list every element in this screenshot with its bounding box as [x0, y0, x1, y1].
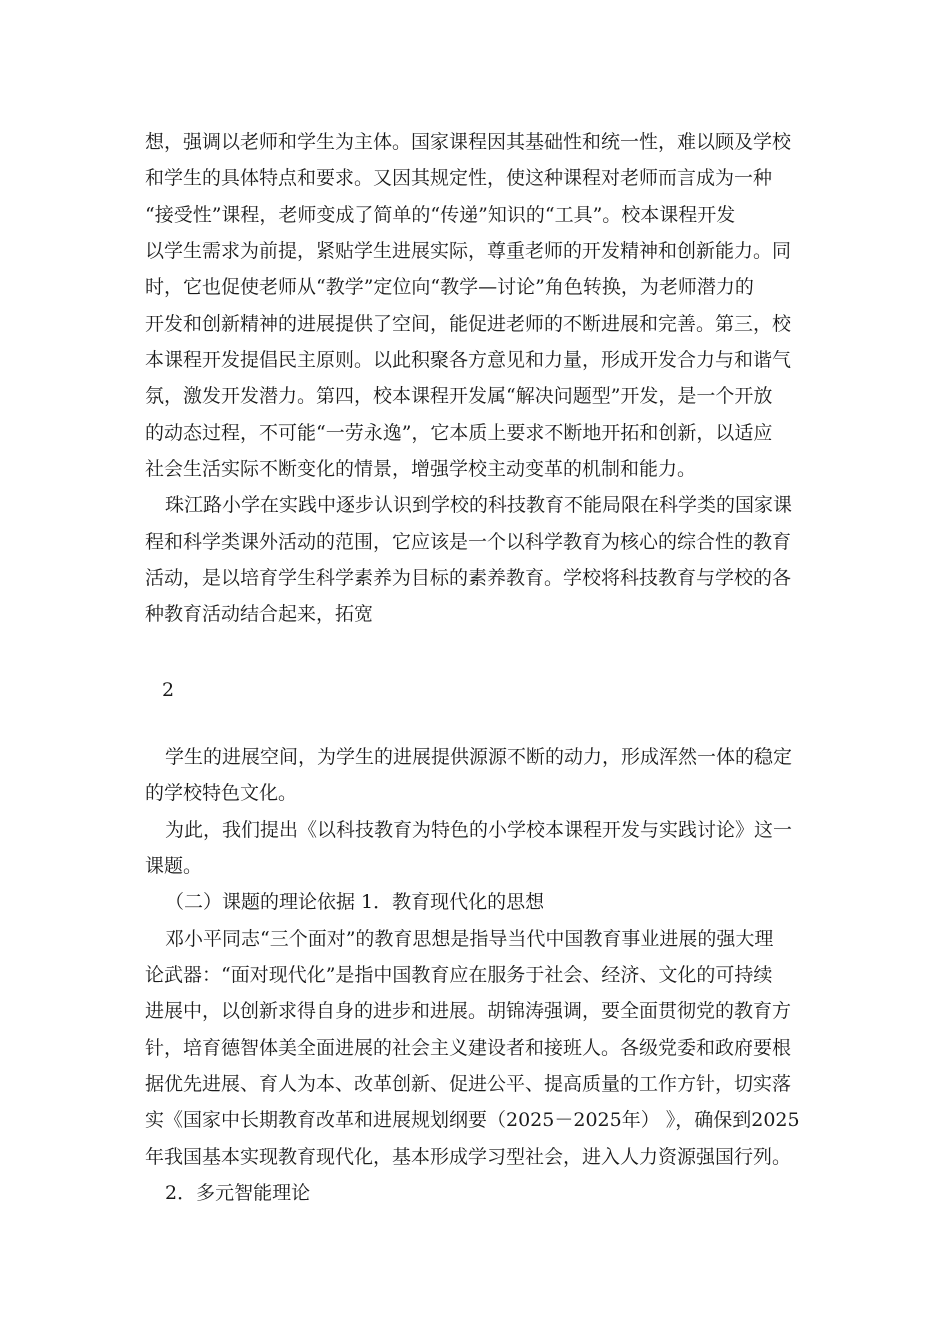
text-line: 据优先进展、育人为本、改革创新、促进公平、提高质量的工作方针，切实落 [145, 1073, 792, 1095]
section-heading: 2．多元智能理论 [165, 1182, 311, 1204]
text-line: 的动态过程，不可能“一劳永逸”，它本质上要求不断地开拓和创新，以适应 [145, 422, 773, 444]
text-line: 想，强调以老师和学生为主体。国家课程因其基础性和统一性，难以顾及学校 [145, 131, 792, 153]
text-line: 本课程开发提倡民主原则。以此积聚各方意见和力量，形成开发合力与和谐气 [145, 349, 792, 371]
page-number: 2 [162, 679, 175, 701]
text-line: 时，它也促使老师从“教学”定位向“教学—讨论”角色转换，为老师潜力的 [145, 276, 754, 298]
text-line: “接受性”课程，老师变成了简单的“传递”知识的“工具”。校本课程开发 [145, 204, 736, 226]
text-line: 社会生活实际不断变化的情景，增强学校主动变革的机制和能力。 [145, 458, 697, 480]
text-line: 论武器：“面对现代化”是指中国教育应在服务于社会、经济、文化的可持续 [145, 964, 773, 986]
paragraph-start-line: 邓小平同志“三个面对”的教育思想是指导当代中国教育事业进展的强大理 [165, 928, 774, 950]
text-line: 以学生需求为前提，紧贴学生进展实际，尊重老师的开发精神和创新能力。同 [145, 240, 792, 262]
text-line: 的学校特色文化。 [145, 782, 298, 804]
paragraph-start-line: 为此，我们提出《以科技教育为特色的小学校本课程开发与实践讨论》这一 [165, 819, 793, 841]
text-line: 实《国家中长期教育改革和进展规划纲要（2025－2025年） 》，确保到2025 [145, 1109, 800, 1131]
text-line: 氛，激发开发潜力。第四，校本课程开发属“解决问题型”开发，是一个开放 [145, 385, 773, 407]
text-line: 活动，是以培育学生科学素养为目标的素养教育。学校将科技教育与学校的各 [145, 567, 792, 589]
text-line: 针，培育德智体美全面进展的社会主义建设者和接班人。各级党委和政府要根 [145, 1037, 792, 1059]
text-line: 进展中，以创新求得自身的进步和进展。胡锦涛强调，要全面贯彻党的教育方 [145, 1000, 792, 1022]
paragraph-start-line: 珠江路小学在实践中逐步认识到学校的科技教育不能局限在科学类的国家课 [165, 494, 793, 516]
text-line: 和学生的具体特点和要求。又因其规定性，使这种课程对老师而言成为一种 [145, 167, 773, 189]
paragraph-start-line: 学生的进展空间，为学生的进展提供源源不断的动力，形成浑然一体的稳定 [165, 746, 793, 768]
text-line: 课题。 [145, 855, 203, 877]
text-line: 年我国基本实现教育现代化，基本形成学习型社会，进入人力资源强国行列。 [145, 1146, 792, 1168]
text-line: 程和科学类课外活动的范围，它应该是一个以科学教育为核心的综合性的教育 [145, 531, 792, 553]
section-heading: （二）课题的理论依据 1．教育现代化的思想 [165, 891, 545, 913]
text-line: 开发和创新精神的进展提供了空间，能促进老师的不断进展和完善。第三，校 [145, 313, 792, 335]
text-line: 种教育活动结合起来，拓宽 [145, 603, 374, 625]
